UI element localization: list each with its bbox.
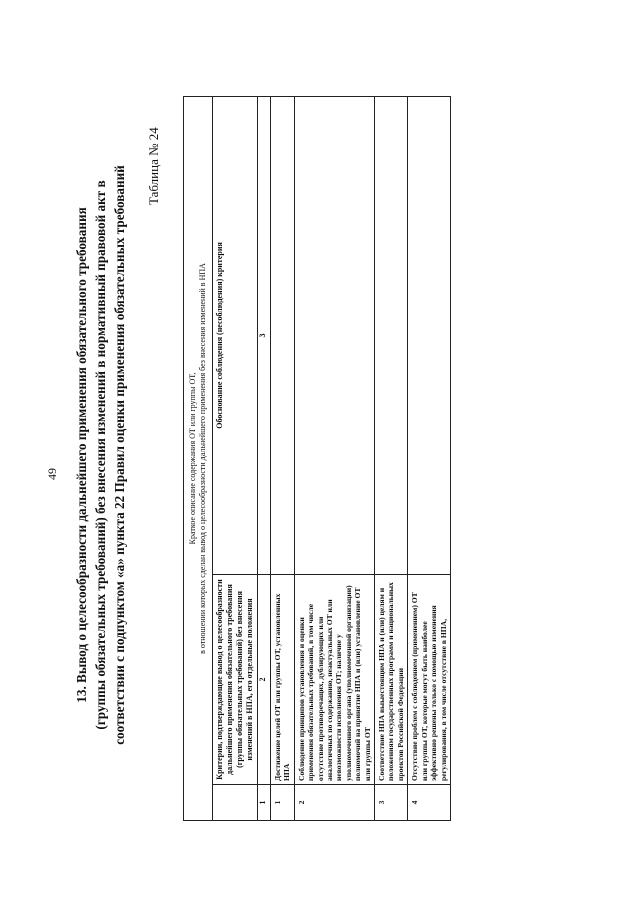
- section-heading: [72, 95, 129, 815]
- justification-text: [375, 96, 408, 574]
- criterion-text: Отсутствие проблем с соблюдением (применением) ОТ или группы ОТ, которые могут быть наиболее эффективно решены только с помощью изменения регулирования, в том числе отсутствие в НПА,: [408, 575, 451, 785]
- heading-line-1: 13. Вывод о целесообразности дальнейшего применения обязательного требования: [74, 207, 89, 703]
- row-number: 1: [271, 785, 295, 821]
- table-label: Таблица № 24: [146, 127, 161, 205]
- row-number: 3: [375, 785, 408, 821]
- row-number: 2: [294, 785, 374, 821]
- table-top-caption: [184, 96, 213, 820]
- justification-text: [294, 96, 374, 574]
- heading-line-3: соответствии с подпунктом «а» пункта 22 Правил оценки применения обязательных требований: [112, 165, 127, 745]
- table-row: [271, 96, 295, 820]
- justification-column-header: Обоснование соблюдения (несоблюдения) критерия: [213, 96, 258, 574]
- table-row: [408, 96, 451, 820]
- column-number-row: [258, 96, 271, 820]
- table-row: [375, 96, 408, 820]
- justification-text: [408, 96, 451, 574]
- top-caption-line-1: Краткое описание содержания ОТ или группы ОТ,: [188, 372, 197, 545]
- column-number: 3: [258, 96, 271, 574]
- header-number-cell: [213, 785, 258, 821]
- criteria-table: [183, 96, 451, 821]
- column-number: 2: [258, 575, 271, 785]
- heading-line-2: (группы обязательных требований) без внесения изменений в нормативный правовой акт в: [93, 180, 108, 730]
- page-number: 49: [45, 468, 59, 480]
- criterion-text: Достижение целей ОТ или группы ОТ, установленных НПА: [271, 575, 295, 785]
- justification-text: [271, 96, 295, 574]
- top-caption-line-2: в отношении которых сделан вывод о целесообразности дальнейшего применения без внесения изменений в НПА: [198, 263, 207, 654]
- criterion-text: Соблюдение принципов установления и оценки применения обязательных требований, в том числе отсутствие противоречащих, дублирующих или аналогичных по содержанию, неактуальных ОТ или невозможности исполнения ОТ; наличие у уполномоченного органа (уполномоченной организации) полномочий на принятие НПА и (или) установление ОТ или группы ОТ: [294, 575, 374, 785]
- table-row: [294, 96, 374, 820]
- row-number: 4: [408, 785, 451, 821]
- criterion-text: Соответствие НПА выыестоящим НПА и (или) целям и положениям государственных программ и национальных проектов Российской Федерации: [375, 575, 408, 785]
- column-number: 1: [258, 785, 271, 821]
- criteria-column-header: Критерии, подтверждающие вывод о целесообразности дальнейшего применения обязательного требования (группы обязательных требований) без внесения изменений в НПА, его отдельные положения: [213, 575, 258, 785]
